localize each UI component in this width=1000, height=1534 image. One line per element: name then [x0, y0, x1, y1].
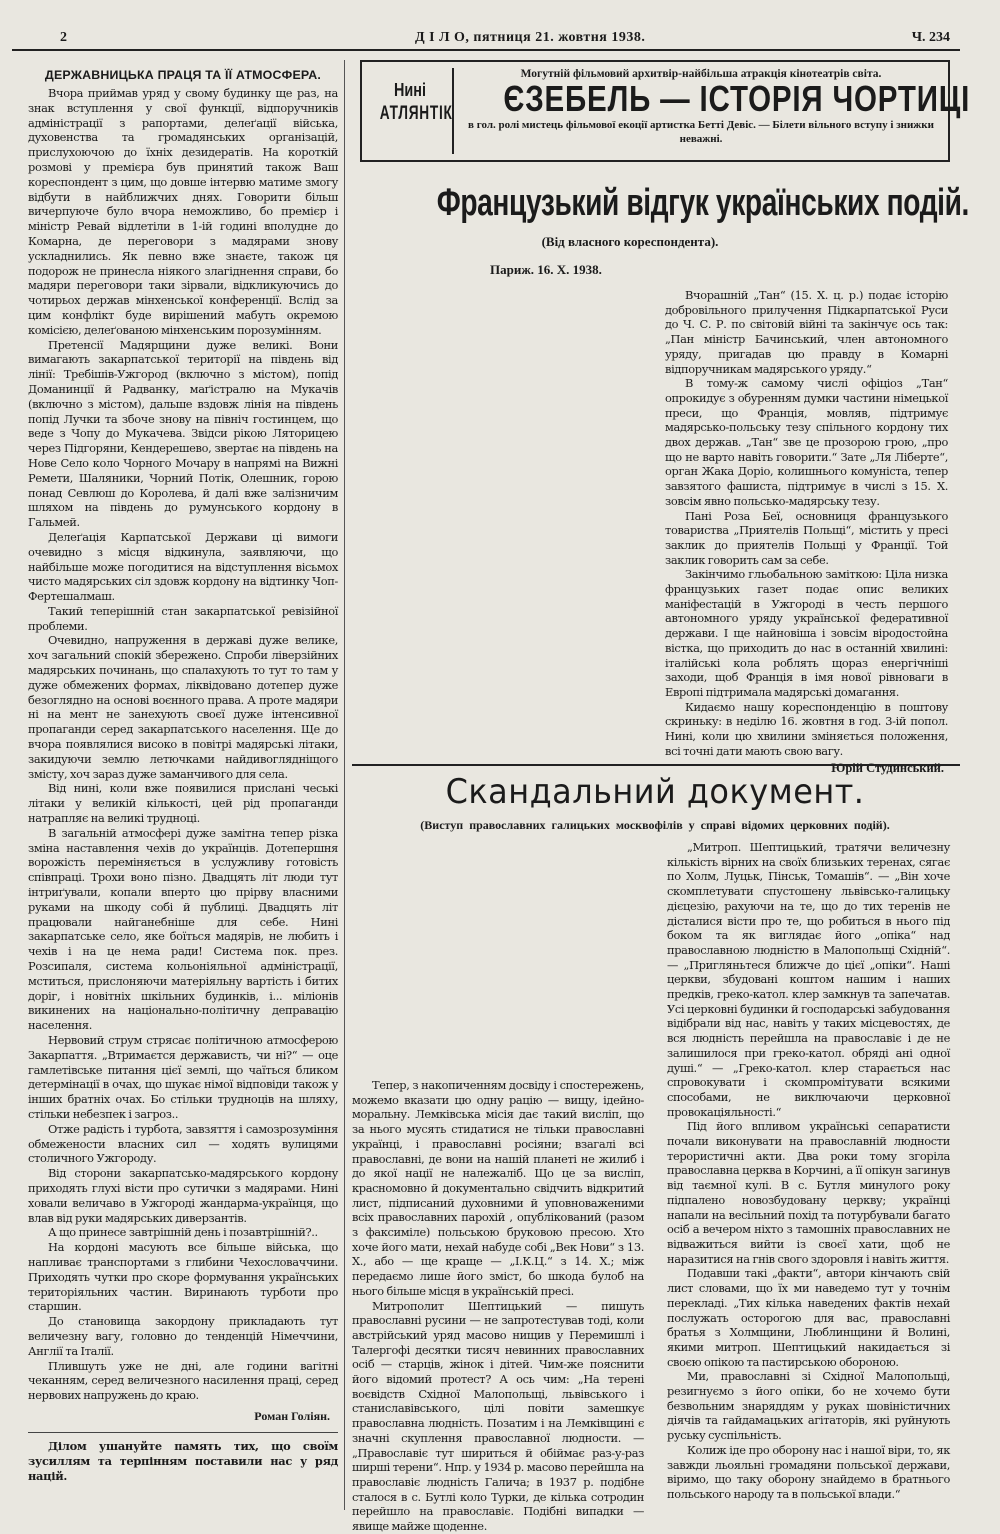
article2-paragraph: Тепер, з накопиченням досвіду і спостережень, можемо вказати цю одну рацію — вищу, ідейно-моральну. Лемківська місія дає такий висліп, що за нього мусять стидатися не тільки православні українці, і православні росіяни; взагалі всі православні, де вони на нашій планеті не жилиб і до якої нації не належаліб. Що це за висліп, красномовно й документально свідчить відкритий лист, підписаний духовними й уповноваженими всіх православних парохій , опублікований (разом з факсиміле) польською бруковою пресою. Хто хоче його мати, нехай набуде собі „Век Нови“ з 13. X., або — ще краще — „І.К.Ц.“ з 14. X.; між передаємо лише його зміст, бо шкода булоб на нього більше місця в українській пресі. [352, 1078, 644, 1298]
left-paragraph: Делеґація Карпатської Держави ці вимоги очевидно з місця відкинула, заявляючи, що найбільше може погодитися на відступлення вісьмох чисто мадярських сіл здовж кордону на відтинку Чоп-Фертешалмаш. [28, 529, 338, 604]
article1-paragraph: Закінчимо гльобальною заміткою: Ціла низка французьких газет подає опис великих маніфестацій в Ужгороді в честь першого автономного уряду української федеративної держави. І ще найновіша і зовсім віродостойна вістка, що приходить до нас в останній хвилині: італійські кола роблять щораз енергічніші заходи, щоб Франція в імя нової рівноваги в Европі підтримала мадярські домагання. [665, 567, 948, 699]
ad-film-title: ЄЗЕБЕЛЬ — ІСТОРІЯ ЧОРТИЦІ [503, 78, 971, 119]
article1-body [665, 288, 948, 776]
article1-headline: Французький відгук українських подій. [436, 182, 969, 224]
page-number: 2 [60, 30, 67, 45]
article1-signature: Юрій Студинський. [831, 760, 944, 775]
ad-bottom-line: в гол. ролі мистець фільмової екоції артистка Бетті Девіс. — Білети вільного вступу і знижки неважні. [468, 119, 934, 145]
cinema-name: АТЛЯНТІК [379, 103, 453, 124]
article2-headline: Скандальний документ. [445, 772, 865, 812]
column-rule [344, 60, 345, 1510]
left-article-title: ДЕРЖАВНИЦЬКА ПРАЦЯ ТА ЇЇ АТМОСФЕРА. [44, 68, 322, 82]
left-paragraph: Очевидно, напруження в державі дуже велике, хоч загальний спокій збережено. Спроби ліверзійних мадярських починань, що спалахують то тут то там у дуже обмежених формах, ліквідовано дотепер дуже безоглядно на основі воєнного права. А проте мадяри ні на мент не занехують своєї дуже інтенсивної пропаганди серед закарпатського населення. Ще до вчора появлялися високо в повітрі мадярські літаки, закидуючи землю летючками найдивоглядніщого змісту, хоч зараз дуже заманчивого для села. [28, 633, 338, 781]
article2-paragraph: Ми, православні зі Східної Малопольщі, резигнуємо з його опіки, бо не хочемо бути безвольним знаряддям у руках шовіністичних діячів та гайдамацьких агітаторів, які руйнують руську суспільність. [667, 1369, 950, 1443]
left-paragraph: До становища закордону прикладають тут величезну вагу, головно до тенденцій Німеччини, Англії та Італії. [28, 1314, 338, 1358]
article2-right-column [667, 840, 950, 1502]
left-article [28, 60, 338, 1512]
article2-paragraph: Колиж іде про оборону нас і нашої віри, то, як завжди льояльні громадяни польської держави, віримо, що таку оборону знайдемо в братнього польського народу та в польської влади.“ [667, 1442, 950, 1501]
article1-paragraph: В тому-ж самому числі офіціоз „Тан“ опрокидує з обуренням думки частини німецької преси, що Франція, мовляв, підтримує мадярсько-польську тезу спільного кордону тих двох держав. „Тан“ зве це прозорою грою, „про що не варто навіть говорити.“ Зате „Ля Ліберте“, орган Жака Доріо, колишнього комуніста, тепер завзятого фашиста, підтримує в числі з 15. X. зовсім явно польсько-мадярську тезу. [665, 376, 948, 508]
header-rule [12, 49, 960, 51]
article2-subtitle: (Виступ православних галицьких москвофілів у справі відомих церковних подій). [420, 818, 890, 832]
article1-subtitle: (Від власного кореспондента). [541, 234, 719, 249]
left-article-signature: Роман Голіян. [254, 1408, 330, 1423]
cinema-label-box [368, 68, 454, 154]
article1-paragraph: Вчорашній „Тан“ (15. X. ц. р.) подає історію добровільного прилучення Підкарпатської Руси до Ч. С. Р. по світовій війні та закінчує ось так: „Пан міністр Бачинський, член автономного уряду, пригадав цю правду в Комарні відпоручникам мадярського уряду.“ [665, 288, 948, 376]
cinema-advertisement [360, 60, 971, 162]
left-paragraph: Плившуть уже не дні, але години вагітні чеканням, серед величезного насилення праці, серед нервових напружень до краю. [28, 1358, 338, 1403]
left-paragraph: Нервовий струм стрясає політичною атмосферою Закарпаття. „Втримаєтся держависть, чи ні?“ — оце гамлетівське питання цієї землі, що чаїться бликом детермінації в очах, що шукає німої відповіди також у інших братніх очах. Бо стільки трудноців на шляху, стільки небезпек і загроз.. [28, 1033, 338, 1121]
article2-paragraph: Митрополит Шептицький — пишуть православні русини — не запротестував тоді, коли австрійський уряд масово нищив у Перемишлі і Талергофі десятки тисяч невинних православних осіб — старців, жінок і дітей. Чим-же пояснити його відомий протест? А ось чим: „На терені воєвідств Східної Малопольщі, львівського і станиславівського, цілі повіти замешкує православна людність. Позатим і на Лемківщині є значні скуплення православної людности. — „Православіє тут шириться й обіймає раз-у-раз ширші терени“. Нпр. у 1934 р. масово перейшла на православіє людність Галича; в 1937 р. подібне сталося в с. Бутлі коло Турки, де кілька сотродин перейшло на православіє. Подібні випадки — явище майже щоденне. [352, 1298, 644, 1534]
left-paragraph: На кордоні масують все більше війська, що напливає транспортами з глибини Чехословаччини. Приходять чутки про скоре формування українських територіяльних частин. Виринають турботи про старшин. [28, 1240, 338, 1314]
left-paragraph: Претенсії Мадярщини дуже великі. Вони вимагають закарпатської території на південь від лінії: Требішів-Ужгород (включно з містом), попід Доманинції й Радванку, маґістралю на Мукачів (включно з містом), дальше вздовж лінія на південь попід Лучки та збоче знову на північ гостинцем, що веде з Чопу до Мукачева. Звідси рікою Лятoрицею через Підгоряни, Кендерешево, звертає на південь на Нове Село коло Чорного Мочару в напрямі на Вижні Ремети, Шаляники, Чорний Потік, Олешник, горою понад Севлюш до Королева, й далі вже залізничим шляхом на південь до румунського кордону в Гальмей. [28, 337, 338, 530]
left-paragraph: В загальній атмосфері дуже замітна тепер різка зміна наставлення чехів до українців. Дотепершня ворожість переміняється в услужливу готовість співпраці. Трохи воно пізно. Двадцять літ люди тут інтриґували, копали вперто цю прірву власними руками на шкоду собі й публиці. Двадцять літ працювали найганебніше для себе. Нині закарпатське село, яке боїться мадярів, не любить і чехів і на це нема ради! Система пок. през. Розсипаля, система кольоніяльної адміністрації, мститься, прислоняючи матеріяльну вартість і битих доріг, і новітніх шкільних будинків, і... міліонів викинених на національно-політичну деправацію населення. [28, 825, 338, 1033]
issue-number: Ч. 234 [911, 30, 950, 45]
ad-top-line: Могутній фільмовий архитвір-найбільша атракція кінотеатрів світа. [520, 68, 882, 80]
left-notice: Ділом ушануйте память тих, що своїм зусиллям та терпінням поставили нас у ряд націй. [28, 1438, 338, 1483]
cinema-now-label: Нині [394, 80, 426, 100]
article2-left-column [352, 1078, 644, 1534]
left-paragraph: Вчора приймав уряд у свому будинку ще раз, на знак вступлення у свої функції, відпоручників адміністрації з рапортами, делеґації війська, духовенства та громадянських організацій, прислухоючою до їхніх дезидератів. На короткій розмові у премієра був принятий також Ваш кореспондент з цим, що довше інтервю матиме змогу відбути в найближчих днях. Говорити більш вичерпуюче було вчора неможливо, бо премієр і міністр Ревай відлетіли в 1-ій годині вполудне до Комарна, де переговори з мадярами знову ускладнились. Як певно вже знаєте, також ця подорож не принесла ніякого злагіднення справи, бо мадяри переговори таки зірвали, відкликуючись до чотирьох держав мінхенської конференції. Вслід за цим конфлікт буде вирішений мабуть окремою комісією, делеґованою мінхенським порозумінням. [28, 86, 338, 337]
left-notice-rule [28, 1432, 338, 1433]
article2-paragraph: Подавши такі „факти“, автори кінчають свій лист словами, що їх ми наведемо тут у точнім перекладі. „Тих кілька наведених фактів нехай послужать осторогою для вас, православні братья з Холмщини, Люблинщини й Волині, якими митроп. Шептицький накидається зі своєю опікою та пастирською обороною. [667, 1266, 950, 1369]
article1-dateline: Париж. 16. X. 1938. [490, 262, 602, 277]
left-paragraph: А що принесе завтрішній день і позавтрішній?.. [48, 1225, 318, 1240]
masthead-date: Д І Л О, пятниця 21. жовтня 1938. [415, 30, 646, 45]
article-separator-rule [352, 764, 960, 766]
left-paragraph: Такий теперішній стан закарпатської ревізійної проблеми. [28, 603, 338, 633]
article2-paragraph: Під його впливом українські сепаратисти почали виконувати на православній людности терористичні акти. Два роки тому згоріла православна церква в Корчині, а її опікун загинув від таємної кулі. В с. Бутля минулого року підпалено новозбудовану церкву; українці напали на весільний похід та потурбували багато осіб а вечером ніхто з тамошніх православних не відважиться вийти із своєї хати, щоб не наразитися на гнів свого здоровля і навіть життя. [667, 1119, 950, 1266]
left-paragraph: Отже радість і турбота, завзяття і самозрозуміння обмежености власних сил — ходять вулицями столичного Ужгороду. [28, 1121, 338, 1166]
left-paragraph: Від нині, коли вже появилися прислані чеські літаки у великій кількості, цей рід пропаганди натрапляє на великі трудноці. [28, 781, 338, 826]
running-head [60, 30, 950, 48]
ad-text-block [460, 68, 971, 146]
article2-paragraph: „Митроп. Шептицький, тратячи величезну кількість вірних на своїх близьких теренах, сягає по Холм, Луцьк, Пінськ, Томашів“. — „Він хоче скомплетувати спустошену львівсько-галицьку дієцезію, рахуючи на те, що до тих теренів не дісталися вісти про те, що робиться в нього під боком та як виглядає його „опіка“ над православною людністю в Малопольщі Східній“. — „Пригляньтеся ближче до цієї „опіки“. Наші церкви, збудовані коштом нашим і наших предків, греко-катол. клер замкнув та запечатав. Усі церковні будинки й господарські забудовання відібрали від нас, навіть у таких місцевостях, де вся людність перейшла на православіє і де не залишилося при греко-катол. обряді ані одної душі.“ — „Греко-катол. клер старається нас спровокувати і скомпромітувати всякими способами, не виключаючи церковної провокаціяльності.“ [667, 840, 950, 1119]
article1-paragraph: Кидаємо нашу кореспонденцію в поштову скриньку: в неділю 16. жовтня в год. 3-ій попол. Нині, коли цю хвилини зміняється положення, всі точні дати мають свою вагу. [665, 699, 948, 758]
article1-paragraph: Пані Роза Беї, основниця французького товариства „Приятелів Польщі“, містить у пресі заклик до приятелів Польщі у Франції. Той заклик говорить сам за себе. [665, 508, 948, 567]
left-paragraph: Від сторони закарпатсько-мадярського кордону приходять глухі вісти про сутички з мадярами. Нині ховали величаво в Ужгороді жандарма-українця, що влав від руки мадярських диверзантів. [28, 1166, 338, 1225]
